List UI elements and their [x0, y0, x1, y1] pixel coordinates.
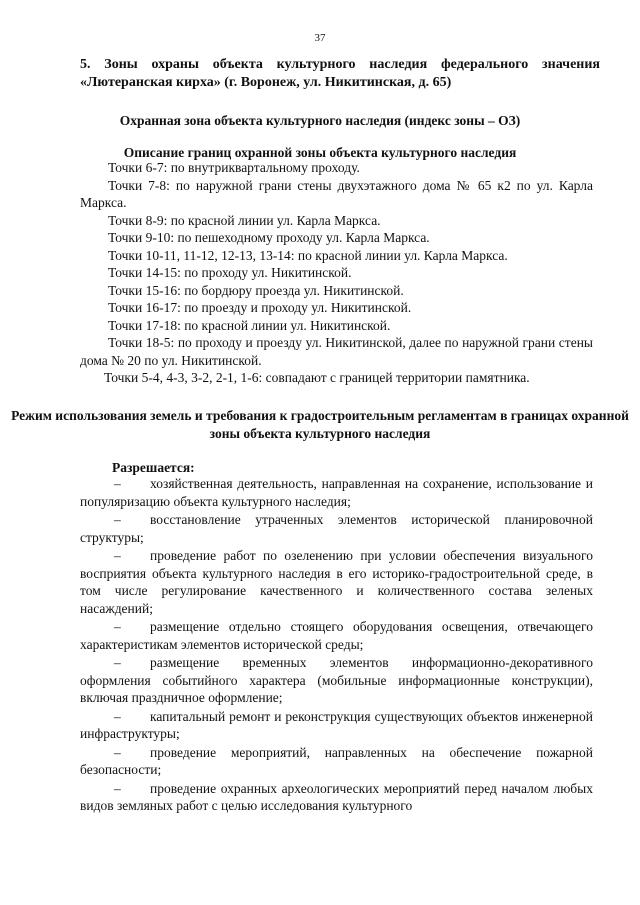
allowed-item-text: восстановление утраченных элементов исторической планировочной структуры; — [80, 512, 593, 545]
list-dash: – — [114, 744, 121, 760]
boundary-point: Точки 15-16: по бордюру проезда ул. Никитинской. — [108, 282, 404, 298]
boundary-point: Точки 9-10: по пешеходному проходу ул. Карла Маркса. — [108, 230, 430, 245]
boundary-point: Точки 18-5: по проходу и проезду ул. Никитинской, далее по наружной грани стены дома № 20 по ул. Никитинской. — [80, 335, 593, 368]
boundary-point: Точки 16-17: по проезду и проходу ул. Никитинской. — [108, 300, 412, 315]
list-dash: – — [114, 548, 121, 563]
allowed-item-text: размещение временных элементов информационно-декоративного оформления событийного характера (мобильные информационные конструкции), включая праздничное оформление; — [80, 655, 593, 705]
zone-title: Охранная зона объекта культурного наследия (индекс зоны – ОЗ) — [119, 113, 521, 128]
boundary-point: Точки 10-11, 11-12, 12-13, 13-14: по красной линии ул. Карла Маркса. — [108, 247, 508, 263]
allowed-item — [80, 475, 593, 510]
allowed-item-text: размещение отдельно стоящего оборудования освещения, отвечающего характеристикам элементов исторической среды; — [80, 619, 593, 652]
list-dash: – — [114, 780, 121, 796]
page-number: 37 — [314, 32, 326, 44]
allowed-item-text: капитальный ремонт и реконструкция существующих объектов инженерной инфраструктуры; — [80, 708, 593, 741]
allowed-item-text: проведение работ по озеленению при условии обеспечения визуального восприятия объекта культурного наследия в его историко-градостроительной среде, в том числе регулирование качественного и количественного состава зеленых насаждений; — [80, 548, 593, 616]
allowed-item — [80, 547, 593, 617]
list-dash: – — [114, 512, 121, 527]
allowed-item — [80, 708, 593, 743]
allowed-label: Разрешается: — [112, 460, 195, 475]
boundary-point: Точки 6-7: по внутриквартальному проходу. — [108, 160, 360, 175]
boundary-point: Точки 14-15: по проходу ул. Никитинской. — [108, 265, 352, 280]
allowed-item — [80, 744, 593, 779]
boundary-point: Точки 17-18: по красной линии ул. Никитинской. — [108, 317, 391, 333]
list-dash: – — [114, 476, 121, 491]
allowed-item — [80, 511, 593, 546]
regime-title: Режим использования земель и требования к градостроительным регламентам в границах охранной зоны объекта культурного наследия — [11, 408, 629, 441]
allowed-item-text: проведение мероприятий, направленных на обеспечение пожарной безопасности; — [80, 744, 593, 777]
boundary-point: Точки 5-4, 4-3, 3-2, 2-1, 1-6: совпадают с границей территории памятника. — [104, 370, 530, 385]
section-heading: 5. Зоны охраны объекта культурного наследия федерального значения «Лютеранская кирха» (г. Воронеж, ул. Никитинская, д. 65) — [80, 57, 600, 90]
list-dash: – — [114, 655, 121, 670]
boundary-points-list — [80, 159, 593, 387]
allowed-item — [80, 654, 593, 707]
allowed-item-text: хозяйственная деятельность, направленная на сохранение, использование и популяризацию объекта культурного наследия; — [80, 476, 593, 509]
allowed-item — [80, 618, 593, 653]
list-dash: – — [114, 619, 121, 634]
boundary-point: Точки 7-8: по наружной грани стены двухэтажного дома № 65 к2 по ул. Карла Маркса. — [80, 177, 593, 210]
description-title: Описание границ охранной зоны объекта культурного наследия — [123, 145, 517, 160]
allowed-item-text: проведение охранных археологических мероприятий перед началом любых видов земляных работ с целью исследования культурного — [80, 780, 593, 813]
list-dash: – — [114, 708, 121, 724]
allowed-activities-list — [80, 475, 593, 816]
allowed-item — [80, 780, 593, 815]
boundary-point: Точки 8-9: по красной линии ул. Карла Маркса. — [108, 212, 381, 228]
